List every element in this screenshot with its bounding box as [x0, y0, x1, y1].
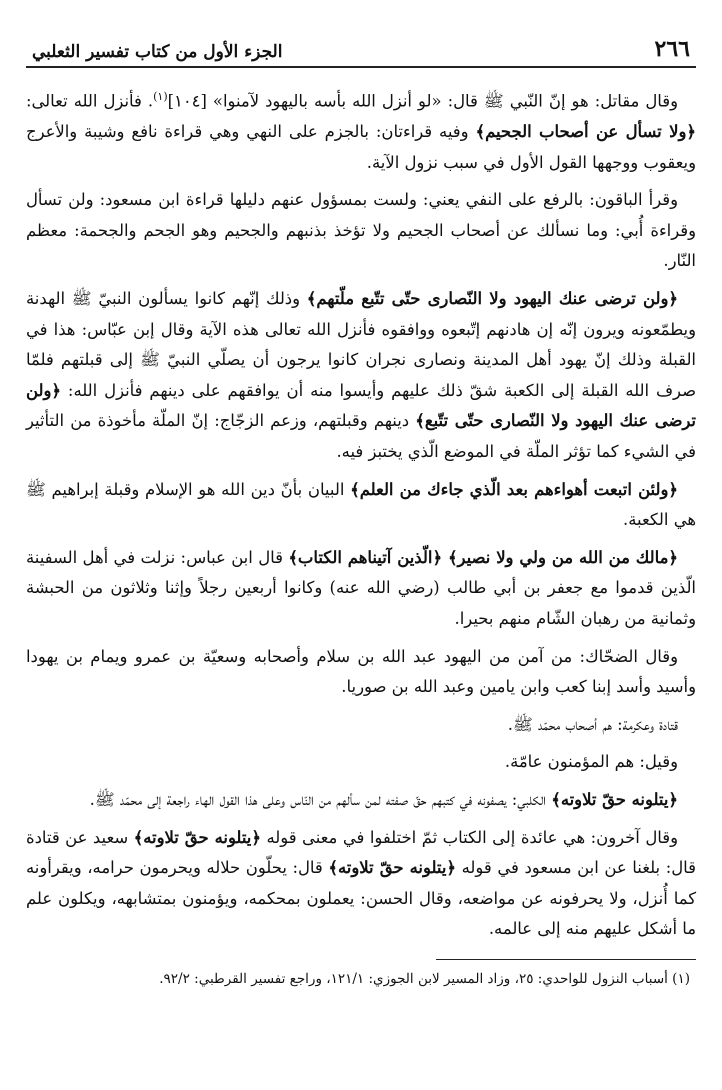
text-run: الكلبي: يصفونه في كتبهم حقّ صفته لمن سألهم من النّاس وعلى هذا القول الهاء راجعة إلى محمّد ﷺ. — [89, 789, 552, 809]
paragraph-religion — [26, 284, 696, 468]
page-header — [26, 28, 696, 68]
main-text — [26, 68, 696, 945]
footnote-divider — [436, 959, 696, 960]
page-number: ٢٦٦ — [654, 36, 690, 62]
text-run: قتادة وعكرمة: هم أصحاب محمّد ﷺ. — [507, 714, 678, 734]
quran-verse: ﴿ولن ترضى عنك اليهود ولا النّصارى حتّى تتّبع﴾ — [26, 380, 696, 431]
text-run: وذلك إنّهم كانوا يسألون النبيّ ﷺ الهدنة ويطمّعونه ويرون إنّه إن هادنهم إتّبعوه ووافقوه فأنزل الله تعالى هذه الآية وقال إبن عبّاس: هذا في القبلة وذلك إنّ يهود أهل المدينة ونصارى نجران كانوا يرجون أن يصلّي النبيّ ﷺ إلى قبلتهم فلمّا صرف الله القبلة إلى الكعبة شقّ ذلك عليهم وأيسوا منه أن يوافقهم على دينهم فأنزل الله: — [26, 289, 696, 400]
text-run: وقرأ الباقون: بالرفع على النفي يعني: ولست بمسؤول عنهم دليلها قراءة ابن مسعود: ولن تسأل وقراءة أُبي: وما نسألك عن أصحاب الجحيم ولا تؤخذ بذنبهم والجحيم وهو الجحم والجحمة: معظم النّار. — [26, 190, 696, 271]
paragraph-dahhak — [26, 642, 696, 703]
text-run: وفيه قراءتان: بالجزم على النهي وهي قراءة نافع وشيبة والأعرج ويعقوب ووجهها القول الأول في سبب نزول الآية. — [26, 122, 696, 172]
footnote-marker: (١) — [153, 90, 168, 103]
text-run: البيان بأنّ دين الله هو الإسلام وقبلة إبراهيم ﷺ هي الكعبة. — [26, 479, 696, 530]
footnote: (١) أسباب النزول للواحدي: ٢٥، وزاد المسير لابن الجوزي: ١٢١/١، وراجع تفسير القرطبي: ٩٢/٢. — [159, 970, 690, 987]
quran-verse: ﴿ولئن اتبعت أهواءهم بعد الّذي جاءك من العلم﴾ — [350, 479, 679, 499]
text-run: وقال آخرون: هي عائدة إلى الكتاب ثمّ اختلفوا في معنى قوله — [260, 827, 679, 847]
text-run: دينهم وقبلتهم، وزعم الزجّاج: إنّ الملّة مأخوذة من التأثير في الشيء كما تؤثر الملّة في الموضع الّذي يختبز فيه. — [26, 411, 696, 461]
paragraph-qatada — [26, 710, 696, 741]
text-run: سعيد عن قتادة قال: بلغنا عن ابن مسعود في قوله — [26, 827, 697, 878]
paragraph-others — [26, 823, 696, 945]
paragraph-believers — [26, 747, 696, 778]
quran-verse: ﴿ولن ترضى عنك اليهود ولا النّصارى حتّى تتّبع ملّتهم﴾ — [306, 289, 678, 309]
text-run: وقال مقاتل: هو إنّ النّبي ﷺ قال: «لو أنزل الله بأسه باليهود لآمنوا» [١٠٤] — [167, 91, 678, 111]
paragraph-muqatil — [26, 82, 696, 178]
quran-verse: ﴿يتلونه حقّ تلاوته﴾ — [133, 827, 261, 847]
quran-verse: ﴿يتلونه حقّ تلاوته﴾ — [328, 858, 457, 878]
paragraph-kalbi — [26, 785, 696, 816]
text-run: قال ابن عباس: نزلت في أهل السفينة الّذين قدموا مع جعفر بن أبي طالب (رضي الله عنه) وكانوا أربعين رجلاً وإثنا وثلاثون من الحبشة وثمانية من رهبان الشّام منهم بحيرا. — [26, 547, 696, 628]
paragraph-desires — [26, 475, 696, 536]
quran-verse: ﴿مالك من الله من ولي ولا نصير﴾ ﴿الّذين آتيناهم الكتاب﴾ — [288, 547, 678, 567]
text-run: قال: يحلّون حلاله ويحرمون حرامه، ويقرأونه كما أُنزل، ولا يحرفونه عن مواضعه، وقال الحسن: يعملون بمحكمه، ويؤمنون بمتشابهه، ويكلون علم ما أشكل عليهم منه إلى عالمه. — [26, 858, 696, 939]
running-title: الجزء الأول من كتاب تفسير الثعلبي — [32, 42, 283, 62]
quran-verse: ﴿يتلونه حقّ تلاوته﴾ — [551, 789, 678, 809]
text-run: . فأنزل الله تعالى: — [26, 91, 154, 111]
text-run: وقال الضحّاك: من آمن من اليهود عبد الله بن سلام وأصحابه وسعيّة بن عمرو ويمام بن يهودا وأسيد وأسد إبنا كعب وابن يامين وعبد الله بن صوريا. — [26, 646, 696, 697]
text-run: وقيل: هم المؤمنون عامّة. — [504, 752, 678, 772]
paragraph-ship — [26, 543, 696, 635]
quran-verse: ﴿ولا تسأل عن أصحاب الجحيم﴾ — [475, 122, 696, 142]
paragraph-recitation — [26, 185, 696, 277]
